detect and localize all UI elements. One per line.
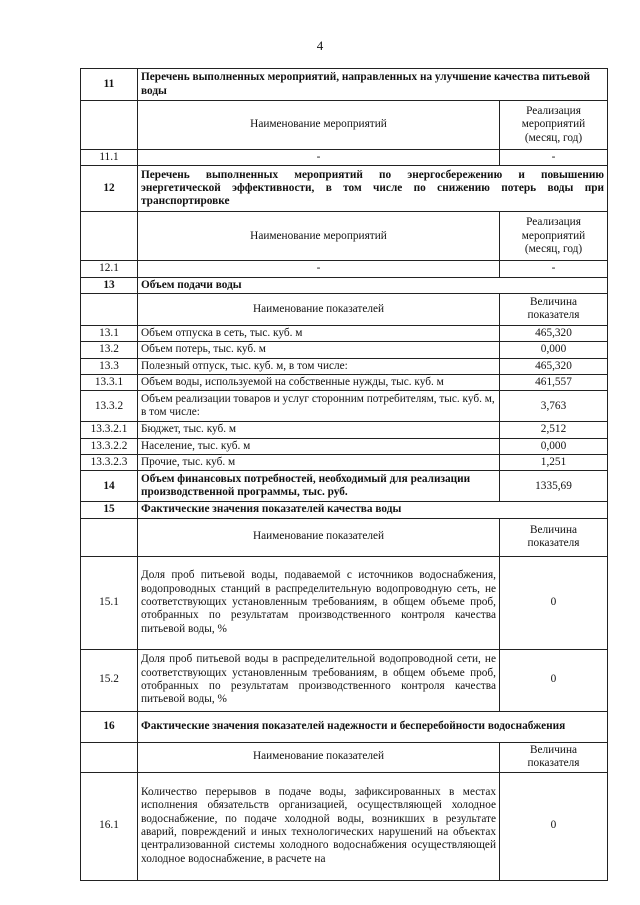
section-header-12 <box>81 166 608 212</box>
table-row <box>81 342 608 358</box>
row-name: Бюджет, тыс. куб. м <box>138 422 500 438</box>
row-number: 13.2 <box>81 342 138 358</box>
section-number: 11 <box>81 69 138 101</box>
row-name: Доля проб питьевой воды в распределительной водопроводной сети, не соответствующих установленным требованиям, в общем объеме проб, отобранных по результатам производственного контроля качества питьевой воды, % <box>138 649 500 711</box>
row-value: - <box>500 261 608 277</box>
row-name: Объем отпуска в сеть, тыс. куб. м <box>138 325 500 341</box>
row-name: - <box>138 150 500 166</box>
section-title: Фактические значения показателей надежности и бесперебойности водоснабжения <box>138 711 608 742</box>
table-row <box>81 391 608 422</box>
table-row <box>81 374 608 390</box>
row-name: Население, тыс. куб. м <box>138 438 500 454</box>
table-row <box>81 358 608 374</box>
table-row <box>81 649 608 711</box>
row-number: 13.1 <box>81 325 138 341</box>
row-number: 13.3.1 <box>81 374 138 390</box>
column-header-name: Наименование показателей <box>138 518 500 556</box>
row-name: Количество перерывов в подаче воды, зафиксированных в местах исполнения обязательств организацией, осуществляющей холодное водоснабжение, по подаче холодной воды, возникших в результате аварий, повреждений и иных технологических нарушений на объектах централизованной системы холодного водоснабжения осуществляющей холодное водоснабжение, в расчете на <box>138 772 500 880</box>
financial-value: 1335,69 <box>500 471 608 502</box>
section-title: Объем подачи воды <box>138 277 608 293</box>
row-value: 0 <box>500 772 608 880</box>
row-number: 13.3.2.1 <box>81 422 138 438</box>
section-title: Объем финансовых потребностей, необходимый для реализации производственной программы, тыс. руб. <box>138 471 500 502</box>
column-header-name: Наименование показателей <box>138 742 500 772</box>
column-header-value: Величина показателя <box>500 742 608 772</box>
column-header-name: Наименование мероприятий <box>138 212 500 261</box>
row-value: - <box>500 150 608 166</box>
row-value: 465,320 <box>500 358 608 374</box>
section-header-15 <box>81 502 608 518</box>
row-value: 0 <box>500 556 608 649</box>
page-number: 4 <box>316 38 324 53</box>
table-row <box>81 150 608 166</box>
section-header-16 <box>81 711 608 742</box>
column-header-value: Величина показателя <box>500 293 608 325</box>
column-header-row <box>81 212 608 261</box>
row-value: 461,557 <box>500 374 608 390</box>
row-name: Объем потерь, тыс. куб. м <box>138 342 500 358</box>
column-header-name: Наименование мероприятий <box>138 101 500 150</box>
column-header-row <box>81 101 608 150</box>
section-title: Фактические значения показателей качества воды <box>138 502 608 518</box>
section-title: Перечень выполненных мероприятий, направленных на улучшение качества питьевой воды <box>138 69 608 101</box>
row-value: 0 <box>500 649 608 711</box>
row-number: 15.1 <box>81 556 138 649</box>
row-number: 13.3 <box>81 358 138 374</box>
table-row <box>81 438 608 454</box>
section-title: Перечень выполненных мероприятий по энергосбережению и повышению энергетической эффективности, в том числе по снижению потерь воды при транспортировке <box>138 166 608 212</box>
table-row <box>81 454 608 470</box>
row-name: - <box>138 261 500 277</box>
row-value: 2,512 <box>500 422 608 438</box>
row-value: 3,763 <box>500 391 608 422</box>
row-number: 16.1 <box>81 772 138 880</box>
column-header-value: Реализация мероприятий (месяц, год) <box>500 212 608 261</box>
section-number: 12 <box>81 166 138 212</box>
table-row <box>81 556 608 649</box>
row-value: 0,000 <box>500 342 608 358</box>
row-number: 11.1 <box>81 150 138 166</box>
row-value: 465,320 <box>500 325 608 341</box>
row-name: Полезный отпуск, тыс. куб. м, в том числе: <box>138 358 500 374</box>
column-header-row <box>81 293 608 325</box>
section-header-13 <box>81 277 608 293</box>
section-number: 14 <box>81 471 138 502</box>
row-name: Доля проб питьевой воды, подаваемой с источников водоснабжения, водопроводных станций в распределительную водопроводную сеть, не соответствующих установленным требованиям, в общем объеме проб, отобранных по результатам производственного контроля качества питьевой воды, % <box>138 556 500 649</box>
section-header-11 <box>81 69 608 101</box>
column-header-row <box>81 742 608 772</box>
section-number: 16 <box>81 711 138 742</box>
section-number: 13 <box>81 277 138 293</box>
row-number: 12.1 <box>81 261 138 277</box>
row-value: 0,000 <box>500 438 608 454</box>
table-row <box>81 772 608 880</box>
table-row <box>81 422 608 438</box>
report-table <box>80 68 608 881</box>
column-header-row <box>81 518 608 556</box>
section-header-14 <box>81 471 608 502</box>
row-number: 13.3.2.3 <box>81 454 138 470</box>
table-row <box>81 325 608 341</box>
table-row <box>81 261 608 277</box>
row-number: 13.3.2 <box>81 391 138 422</box>
row-value: 1,251 <box>500 454 608 470</box>
column-header-value: Реализация мероприятий (месяц, год) <box>500 101 608 150</box>
row-name: Объем воды, используемой на собственные нужды, тыс. куб. м <box>138 374 500 390</box>
row-name: Прочие, тыс. куб. м <box>138 454 500 470</box>
row-number: 13.3.2.2 <box>81 438 138 454</box>
row-name: Объем реализации товаров и услуг сторонним потребителям, тыс. куб. м, в том числе: <box>138 391 500 422</box>
row-number: 15.2 <box>81 649 138 711</box>
column-header-value: Величина показателя <box>500 518 608 556</box>
column-header-name: Наименование показателей <box>138 293 500 325</box>
section-number: 15 <box>81 502 138 518</box>
